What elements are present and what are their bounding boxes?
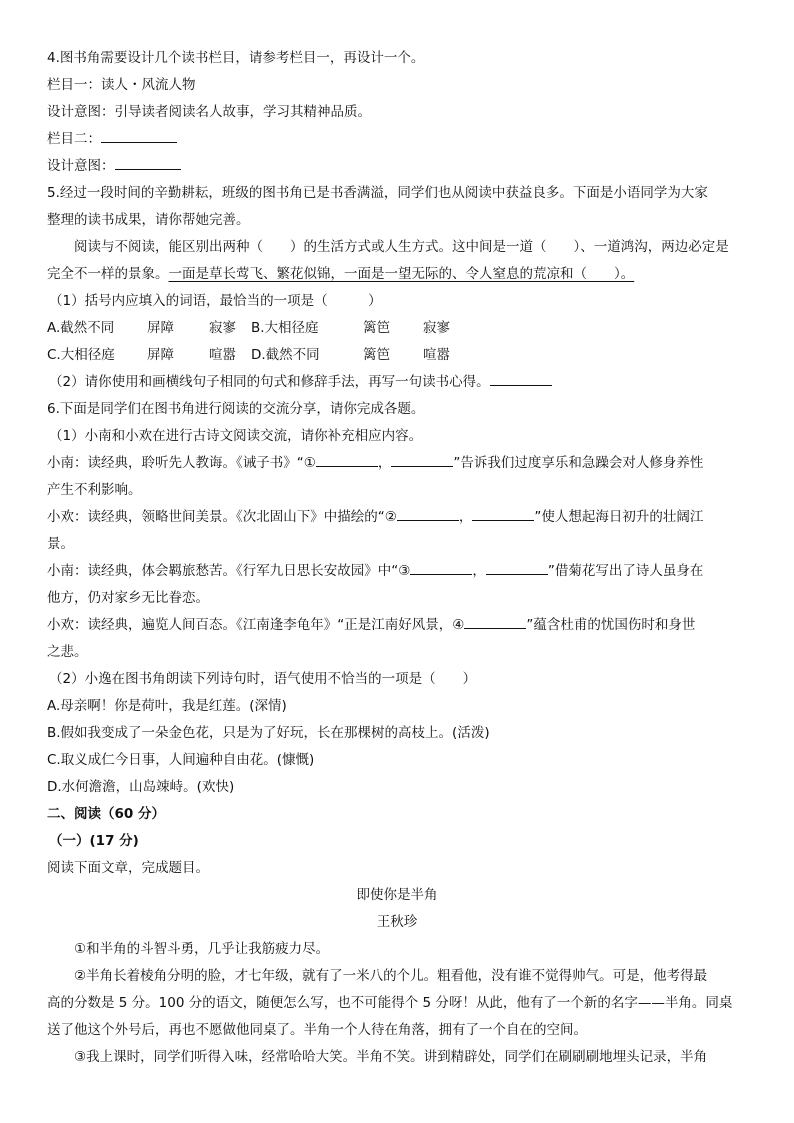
q6-blank-2b[interactable] <box>472 506 534 521</box>
q5-sub2 <box>47 369 747 396</box>
q6-dialog-2-text: 小欢：读经典，领略世间美景。《次北固山下》中描绘的“② <box>47 509 397 525</box>
q6-dialog-1-tail: ”告诉我们过度享乐和急躁会对人修身养性 <box>453 455 704 471</box>
q5-stem-line1: 5.经过一段时间的辛勤耕耘，班级的图书角已是书香满溢，同学们也从阅读中获益良多。下面是小语同学为大家 <box>47 185 708 201</box>
q5-sub2-text: （2）请你使用和画横线句子相同的句式和修辞手法，再写一句读书心得。 <box>49 374 490 390</box>
q5-options-ab <box>47 315 747 342</box>
q6-dialog-4-tail: ”蕴含杜甫的忧国伤时和身世 <box>526 617 696 633</box>
article-paragraph-3: ③我上课时，同学们听得入味，经常哈哈大笑。半角不笑。讲到精辟处，同学们在刷刷刷地埋头记录，半角 <box>74 1049 708 1065</box>
q6-blank-3b[interactable] <box>486 560 548 575</box>
article-title: 即使你是半角 <box>356 887 438 903</box>
q6-blank-1b[interactable] <box>391 452 453 467</box>
q6-dialog-4-text: 小欢：读经典，遍览人间百态。《江南逢李龟年》“正是江南好风景，④ <box>47 617 465 633</box>
q6-stem: 6.下面是同学们在图书角进行阅读的交流分享，请你完成各题。 <box>47 401 425 417</box>
q6-dialog-2-sep: ， <box>458 509 473 525</box>
q5-option-d-word3: 喧嚣 <box>423 347 450 363</box>
q4-stem: 4.图书角需要设计几个读书栏目，请参考栏目一，再设计一个。 <box>47 50 425 66</box>
q4-intent-2-label: 设计意图： <box>47 158 115 174</box>
q6-sub1: （1）小南和小欢在进行古诗文阅读交流，请你补充相应内容。 <box>49 428 423 444</box>
q6-blank-1a[interactable] <box>316 452 378 467</box>
q6-dialog-2-cont: 景。 <box>47 536 74 552</box>
q6-dialog-3 <box>47 558 747 585</box>
q5-option-d-word2: 篱笆 <box>363 347 390 363</box>
q4-intent-1: 设计意图：引导读者阅读名人故事，学习其精神品质。 <box>47 104 371 120</box>
document-page <box>47 45 747 1071</box>
q6-dialog-1-sep: ， <box>377 455 392 471</box>
reading-instruction: 阅读下面文章，完成题目。 <box>47 860 209 876</box>
q6-dialog-2-tail: ”使人想起海日初升的壮阔江 <box>534 509 704 525</box>
q6-dialog-3-tail: ”借菊花写出了诗人虽身在 <box>547 563 704 579</box>
q6-dialog-3-text: 小南：读经典，体会羁旅愁苦。《行军九日思长安故园》中“③ <box>47 563 411 579</box>
q5-option-b-word2: 篱笆 <box>363 320 390 336</box>
article-paragraph-2-line2: 高的分数是 5 分。100 分的语文，随便怎么写，也不可能得个 5 分呀！从此，他有了一个新的名字——半角。同桌 <box>47 995 733 1011</box>
q5-option-b-word3: 寂寥 <box>423 320 450 336</box>
q5-option-d-word1[interactable]: D.截然不同 <box>251 347 320 363</box>
q4-column-2-blank[interactable] <box>101 128 177 143</box>
q5-passage-plain: 完全不一样的景象。 <box>47 266 169 282</box>
q6-blank-3a[interactable] <box>410 560 472 575</box>
article-author: 王秋珍 <box>376 914 418 930</box>
q6-dialog-1-cont: 产生不利影响。 <box>47 482 142 498</box>
article-paragraph-1: ①和半角的斗智斗勇，几乎让我筋疲力尽。 <box>74 941 330 957</box>
q5-option-b-word1[interactable]: B.大相径庭 <box>251 320 319 336</box>
q6-dialog-3-sep: ， <box>472 563 486 579</box>
q5-option-a-word2: 屏障 <box>147 320 174 336</box>
q5-underlined-sentence: 一面是草长莺飞、繁花似锦，一面是一望无际的、令人窒息的荒凉和（ ）。 <box>168 266 635 282</box>
reading-section-title: 二、阅读（60 分） <box>47 806 165 822</box>
q6-blank-4[interactable] <box>464 614 526 629</box>
q6-sub2: （2）小逸在图书角朗读下列诗句时，语气使用不恰当的一项是（ ） <box>49 671 477 687</box>
q5-option-a-word1[interactable]: A.截然不同 <box>47 320 115 336</box>
article-paragraph-2-line3: 送了他这个外号后，再也不愿做他同桌了。半角一个人待在角落，拥有了一个自在的空间。 <box>47 1022 587 1038</box>
q6-dialog-4 <box>47 612 747 639</box>
q6-dialog-1-text: 小南：读经典，聆听先人教诲。《诫子书》“① <box>47 455 316 471</box>
q4-intent-2-blank[interactable] <box>115 155 181 170</box>
q5-passage-line2 <box>47 261 747 288</box>
q4-column-2-label: 栏目二： <box>47 131 101 147</box>
q5-sub1: （1）括号内应填入的词语，最恰当的一项是（ ） <box>49 293 382 309</box>
q5-stem-line2: 整理的读书成果，请你帮她完善。 <box>47 212 250 228</box>
q5-option-c-word2: 屏障 <box>147 347 174 363</box>
q5-option-c-word3: 喧嚣 <box>209 347 236 363</box>
q5-option-a-word3: 寂寥 <box>209 320 236 336</box>
reading-part-title: （一）(17 分) <box>49 833 139 849</box>
q6-option-a[interactable]: A.母亲啊！你是荷叶，我是红莲。(深情) <box>47 698 287 714</box>
q6-dialog-4-cont: 之悲。 <box>47 644 88 660</box>
q5-sub2-blank[interactable] <box>490 371 552 386</box>
q5-options-cd <box>47 342 747 369</box>
q4-column-2 <box>47 126 747 153</box>
q4-column-1: 栏目一：读人・风流人物 <box>47 77 196 93</box>
q6-dialog-3-cont: 他方，仍对家乡无比眷恋。 <box>47 590 209 606</box>
q6-option-c[interactable]: C.取义成仁今日事，人间遍种自由花。(慷慨) <box>47 752 315 768</box>
article-paragraph-2-line1: ②半角长着棱角分明的脸，才七年级，就有了一米八的个儿。粗看他，没有谁不觉得帅气。可是，他考得最 <box>74 968 708 984</box>
q6-blank-2a[interactable] <box>397 506 459 521</box>
q6-option-b[interactable]: B.假如我变成了一朵金色花，只是为了好玩，长在那棵树的高枝上。(活泼) <box>47 725 490 741</box>
q5-option-c-word1[interactable]: C.大相径庭 <box>47 347 115 363</box>
q6-dialog-2 <box>47 504 747 531</box>
q6-option-d[interactable]: D.水何澹澹，山岛竦峙。(欢快) <box>47 779 235 795</box>
q5-passage-line1: 阅读与不阅读，能区别出两种（ ）的生活方式或人生方式。这中间是一道（ ）、一道鸿沟，两边必定是 <box>74 239 729 255</box>
q4-intent-2 <box>47 153 747 180</box>
q6-dialog-1 <box>47 450 747 477</box>
